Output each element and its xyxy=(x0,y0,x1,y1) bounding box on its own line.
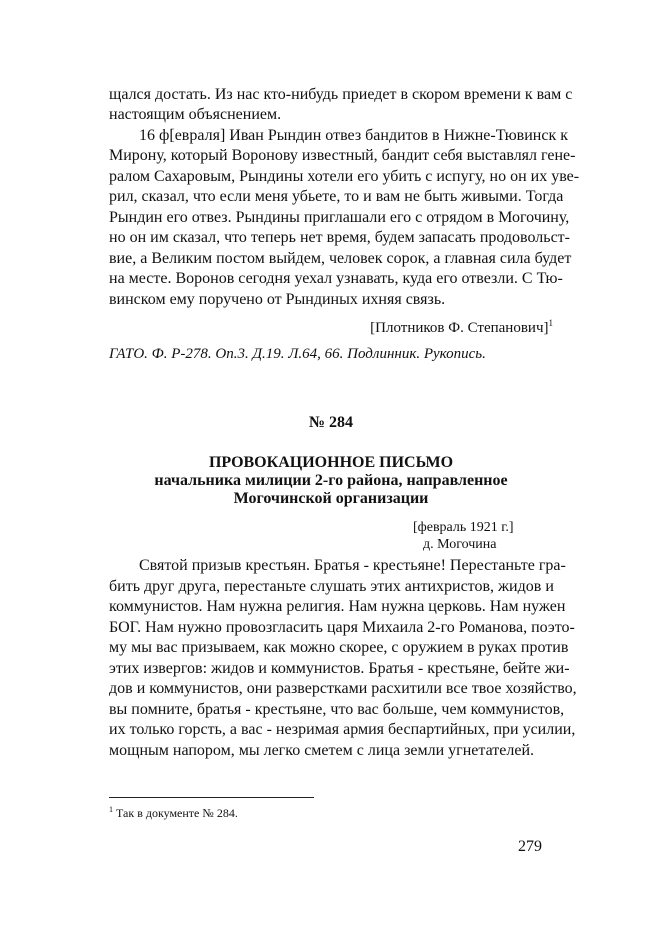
document-title: ПРОВОКАЦИОННОЕ ПИСЬМО xyxy=(208,454,454,471)
text-line: Рындин его отвез. Рындины приглашали его с отрядом в Могочину, xyxy=(109,208,570,226)
signature xyxy=(370,318,553,337)
page-number: 279 xyxy=(518,838,542,855)
text-line: на месте. Воронов сегодня уехал узнавать, куда его отвезли. С Тю- xyxy=(109,270,563,287)
document-subtitle: начальника милиции 2-го района, направленное xyxy=(154,472,508,489)
footnote-divider xyxy=(109,797,314,798)
text-line: вие, а Великим постом выйдем, человек сорок, а главная сила будет xyxy=(109,249,572,267)
text-line: но он им сказал, что теперь нет время, будем запасать продовольст- xyxy=(109,229,570,246)
footnote xyxy=(109,805,238,821)
archive-source: ГАТО. Ф. Р-278. Оп.3. Д.19. Л.64, 66. Подлинник. Рукопись. xyxy=(109,346,486,362)
text-line: этих извергов: жидов и коммунистов. Братья - крестьяне, бейте жи- xyxy=(109,659,570,677)
text-line: ралом Сахаровым, Рындины хотели его убить с испугу, но он их уве- xyxy=(109,167,580,185)
text-line: мощным напором, мы легко сметем с лица земли угнетателей. xyxy=(109,741,534,759)
text-line: 16 ф[евраля] Иван Рындин отвез бандитов в Нижне-Тювинск к xyxy=(139,126,568,144)
signature-text: [Плотников Ф. Степанович] xyxy=(370,320,549,336)
footnote-mark: 1 xyxy=(548,318,553,328)
text-line: Святой призыв крестьян. Братья - крестьяне! Перестаньте гра- xyxy=(139,557,566,574)
document-subtitle: Могочинской организации xyxy=(233,490,429,507)
text-line: винском ему поручено от Рындиных ихняя связь. xyxy=(109,290,446,308)
document-date: [февраль 1921 г.] xyxy=(413,520,514,535)
text-line: настоящим объяснением. xyxy=(109,106,282,123)
text-line: БОГ. Нам нужно провозгласить царя Михаила 2-го Романова, поэто- xyxy=(109,618,575,636)
text-line: щался достать. Из нас кто-нибудь приедет в скором времени к вам с xyxy=(109,86,573,103)
text-line: коммунистов. Нам нужна религия. Нам нужна церковь. Нам нужен xyxy=(109,598,566,615)
text-line: му мы вас призываем, как можно скорее, с оружием в руках против xyxy=(109,639,569,656)
footnote-text: Так в документе № 284. xyxy=(116,806,238,820)
text-line: рил, сказал, что если меня убьете, то и вам не быть живыми. Тогда xyxy=(109,188,564,205)
text-line: вы помните, братья - крестьяне, что вас больше, чем коммунистов, xyxy=(109,700,565,718)
document-place: д. Могочина xyxy=(423,537,497,552)
text-line: их только горсть, а вас - незримая армия беспартийных, при усилии, xyxy=(109,721,576,738)
text-line: бить друг друга, перестаньте слушать этих антихристов, жидов и xyxy=(109,577,554,595)
text-line: дов и коммунистов, они разверстками расхитили все твое хозяйство, xyxy=(109,680,577,697)
footnote-mark: 1 xyxy=(109,805,113,814)
document-number: № 284 xyxy=(308,414,354,431)
text-line: Мирону, который Воронову известный, бандит себя выставлял гене- xyxy=(109,147,576,164)
